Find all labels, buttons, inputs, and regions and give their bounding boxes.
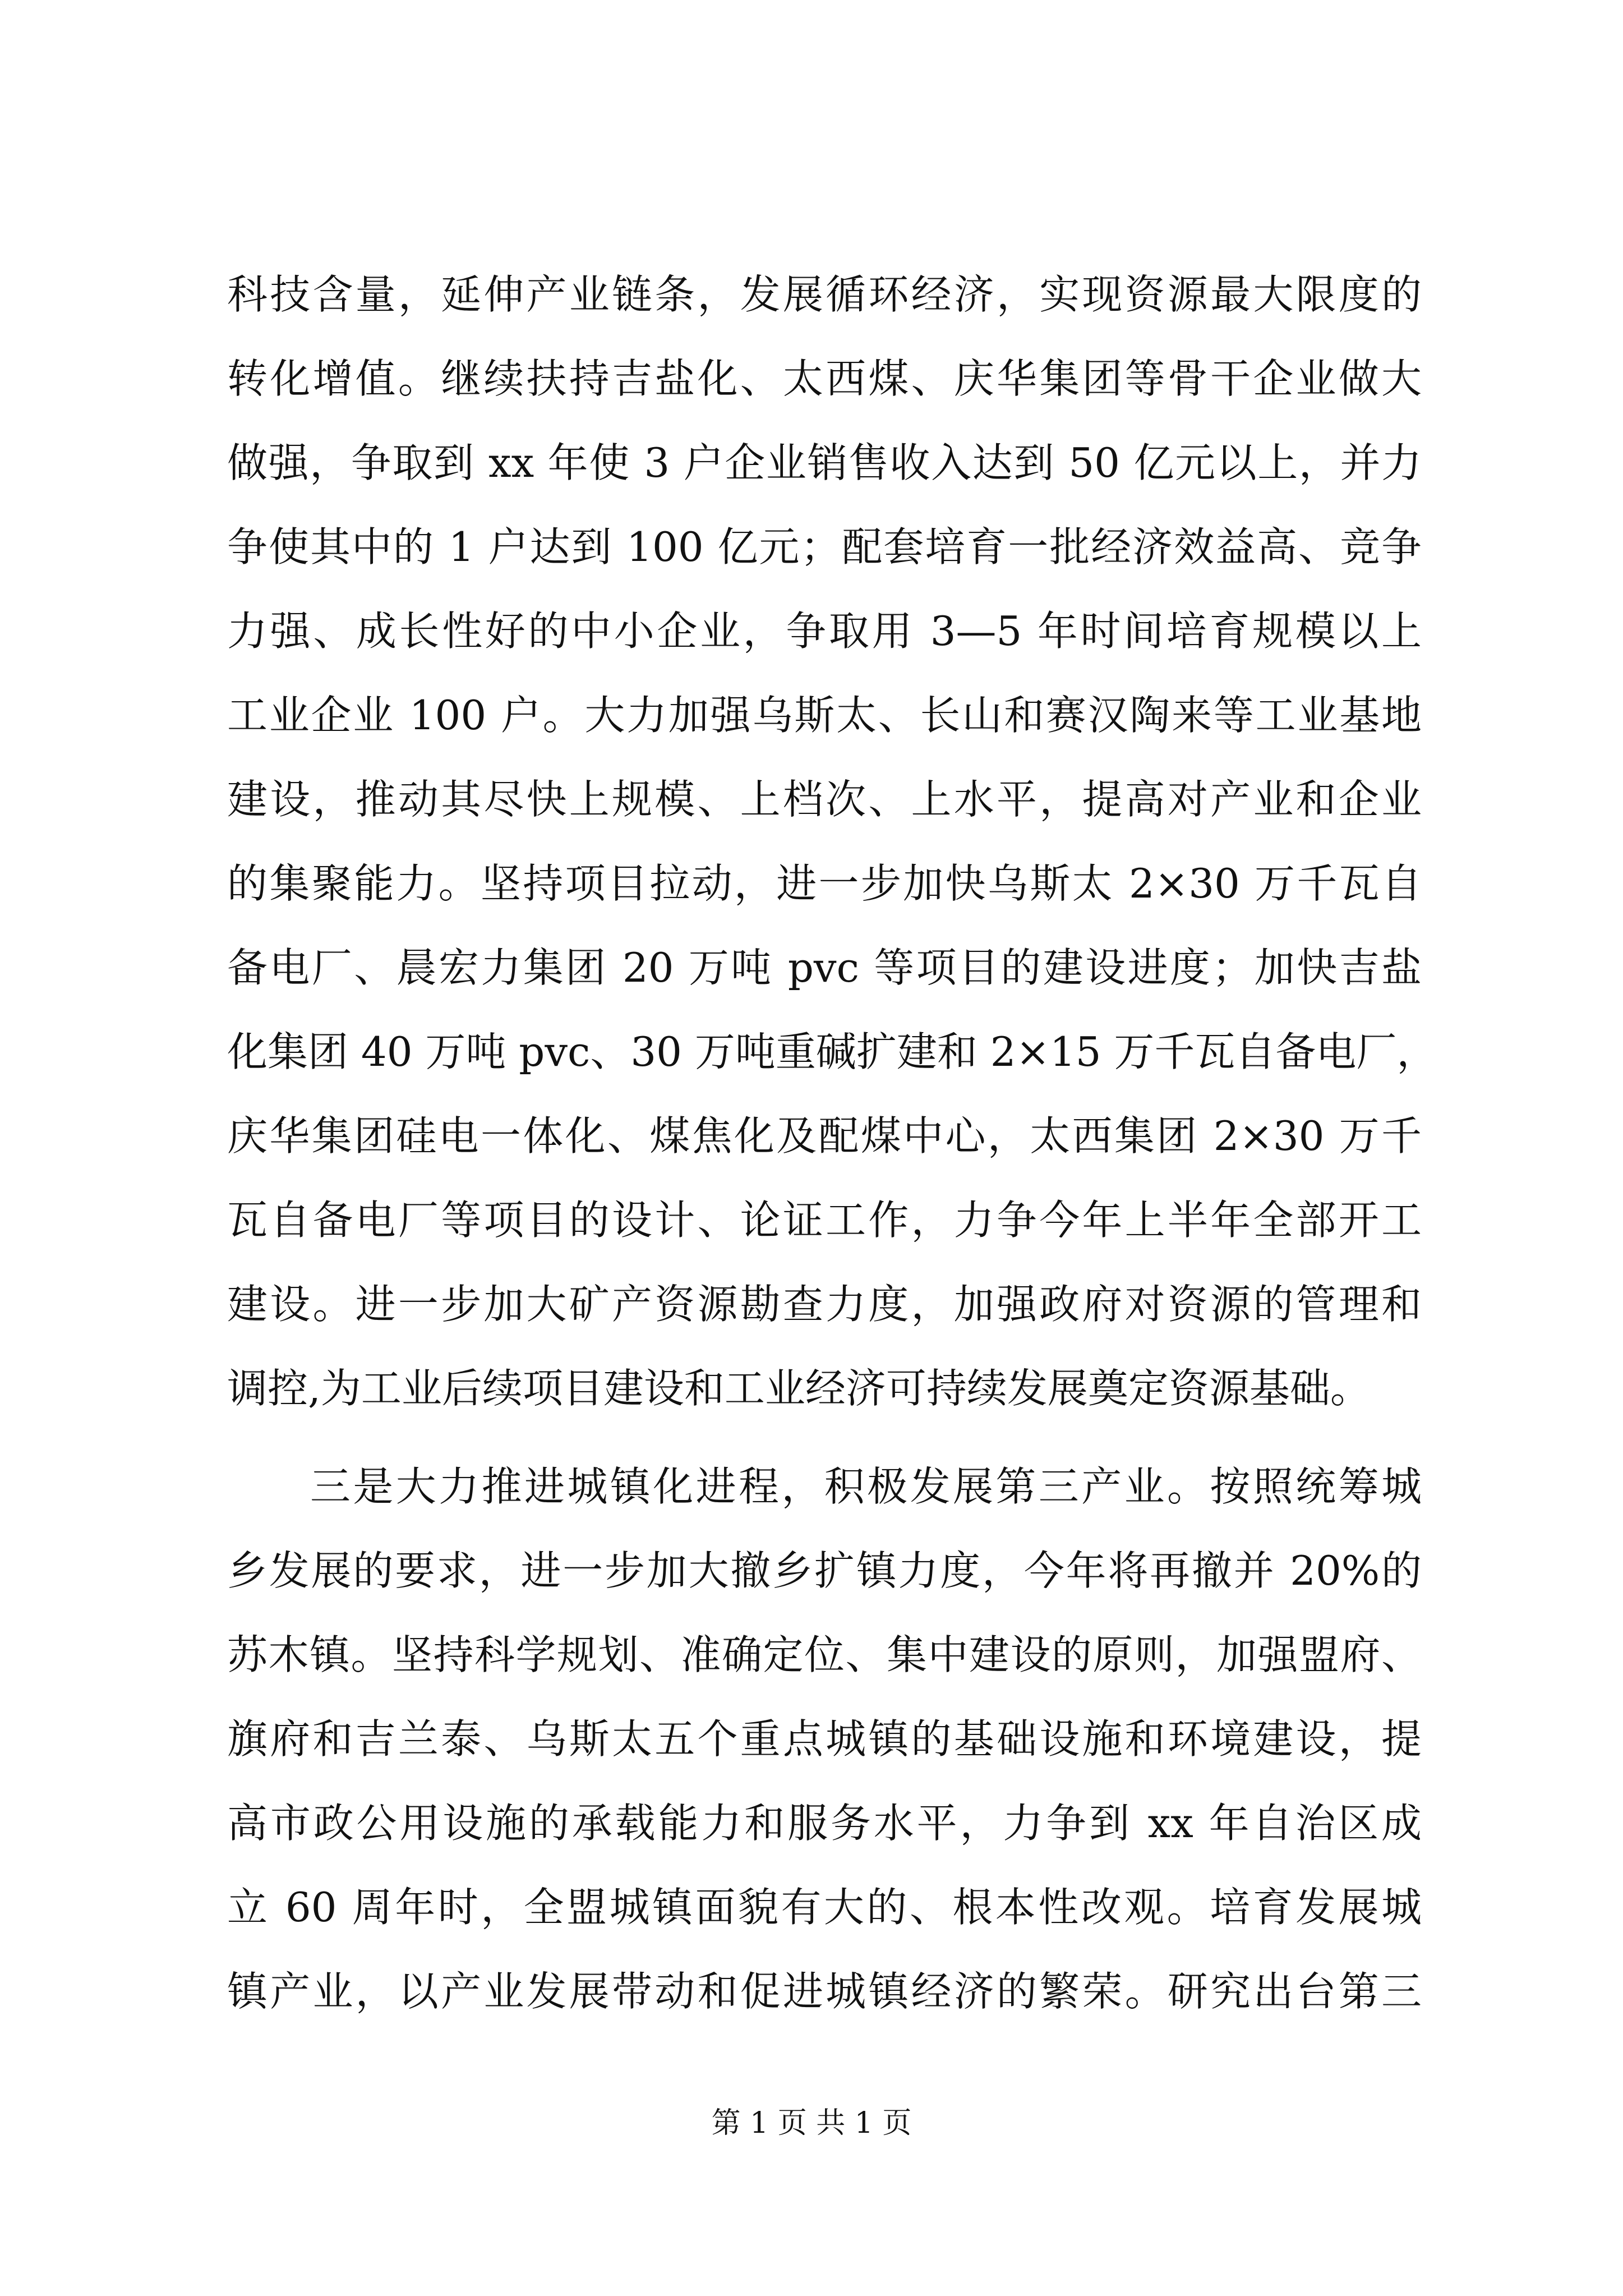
text-line: 建设。进一步加大矿产资源勘查力度，加强政府对资源的管理和	[227, 1281, 1422, 1328]
text-line: 科技含量，延伸产业链条，发展循环经济，实现资源最大限度的	[227, 271, 1422, 318]
text-line: 高市政公用设施的承载能力和服务水平，力争到 xx 年自治区成	[227, 1800, 1422, 1847]
text-line: 苏木镇。坚持科学规划、准确定位、集中建设的原则，加强盟府、	[227, 1631, 1422, 1678]
text-line: 瓦自备电厂等项目的设计、论证工作，力争今年上半年全部开工	[227, 1197, 1422, 1244]
text-line: 旗府和吉兰泰、乌斯太五个重点城镇的基础设施和环境建设，提	[227, 1715, 1422, 1763]
text-line: 转化增值。继续扶持吉盐化、太西煤、庆华集团等骨干企业做大	[227, 355, 1422, 402]
text-line: 力强、成长性好的中小企业，争取用 3—5 年时间培育规模以上	[227, 608, 1422, 655]
text-line: 做强，争取到 xx 年使 3 户企业销售收入达到 50 亿元以上，并力	[227, 439, 1422, 486]
text-line: 争使其中的 1 户达到 100 亿元；配套培育一批经济效益高、竞争	[227, 523, 1422, 570]
text-line: 乡发展的要求，进一步加大撤乡扩镇力度，今年将再撤并 20%的	[227, 1547, 1422, 1594]
text-line: 庆华集团硅电一体化、煤焦化及配煤中心，太西集团 2×30 万千	[227, 1112, 1422, 1159]
paragraph-first-line: 三是大力推进城镇化进程，积极发展第三产业。按照统筹城	[310, 1463, 1422, 1510]
text-line: 备电厂、晨宏力集团 20 万吨 pvc 等项目的建设进度；加快吉盐	[227, 944, 1422, 991]
text-line: 化集团 40 万吨 pvc、30 万吨重碱扩建和 2×15 万千瓦自备电厂，	[227, 1028, 1437, 1075]
page-footer: 第 1 页 共 1 页	[711, 2106, 912, 2140]
text-line: 的集聚能力。坚持项目拉动，进一步加快乌斯太 2×30 万千瓦自	[227, 860, 1422, 907]
text-line: 立 60 周年时，全盟城镇面貌有大的、根本性改观。培育发展城	[227, 1884, 1422, 1931]
text-line: 建设，推动其尽快上规模、上档次、上水平，提高对产业和企业	[227, 776, 1422, 823]
text-line: 调控,为工业后续项目建设和工业经济可持续发展奠定资源基础。	[227, 1365, 1371, 1412]
text-line: 工业企业 100 户。大力加强乌斯太、长山和赛汉陶来等工业基地	[227, 692, 1422, 739]
text-line: 镇产业，以产业发展带动和促进城镇经济的繁荣。研究出台第三	[227, 1968, 1422, 2015]
